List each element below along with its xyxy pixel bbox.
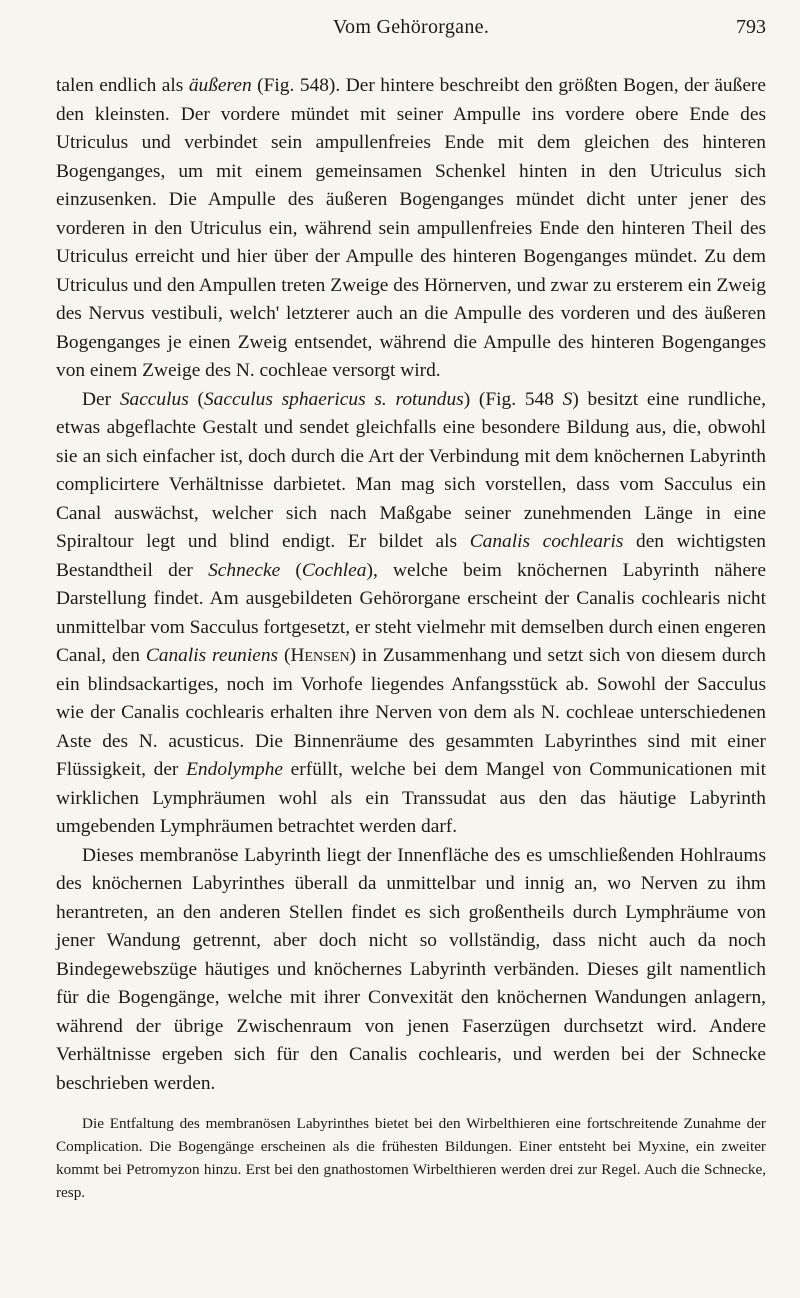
author-name: Hensen [290, 645, 350, 666]
italic-term: Endolymphe [186, 759, 284, 780]
text-run: erfüllt, welche bei dem Mangel von Communicationen mit wirklichen Lymphräumen wohl als ein Transsudat aus den das häutige Labyrinth umgebenden Lymphräumen betrachtet werden darf. [56, 759, 767, 837]
paragraph-3 [56, 842, 766, 1099]
running-head [56, 0, 766, 46]
text-run: ( [278, 645, 291, 666]
text-run: ( [280, 559, 302, 581]
text-run: ), welche beim knöchernen Labyrinth nähere Darstellung findet. Am ausgebildeten Gehörorgane erscheint der Canalis cochlearis nicht unmittelbar vom Sacculus fortgesetzt, er steht vielmehr mit demselben durch einen engeren Canal, den [56, 559, 766, 666]
italic-term: Canalis cochlearis [469, 531, 624, 552]
italic-term: Cochlea [301, 559, 367, 581]
text-run: ) (Fig. 548 [463, 388, 563, 410]
text-run: (Fig. 548). Der hintere beschreibt den größten Bogen, der äußere den kleinsten. Der vordere mündet mit seiner Ampulle ins vordere obere Ende des Utriculus und verbindet sein ampullenfreies Ende mit dem gleichen des hinteren Bogenganges, um mit einem gemeinsamen Schenkel hinten in den Utriculus sich einzusenken. Die Ampulle des äußeren Bogenganges mündet dicht unter jener des vorderen in den Utriculus ein, während sein ampullenfreies Ende den hinteren Theil des Utriculus erreicht und hier über der Ampulle des hinteren Bogenganges mündet. Zu dem Utriculus und den Ampullen treten Zweige des Hörnerven, und zwar zu ersterem ein Zweig des Nervus vestibuli, welch' letzterer auch an die Ampulle des vorderen und des äußeren Bogenganges je einen Zweig entsendet, während die Ampulle des hinteren Bogenganges von einem Zweige des N. cochleae versorgt wird. [56, 75, 766, 381]
italic-term: äußeren [188, 75, 252, 96]
paragraph-2 [56, 386, 766, 842]
running-title: Vom Gehörorgane. [332, 16, 490, 38]
text-run: ) besitzt eine rundliche, etwas abgeflachte Gestalt und sendet gleichfalls eine besondere Bildung aus, die, obwohl sie an sich einfacher ist, doch durch die Art der Verbindung mit dem knöchernen Labyrinth complicirtere Verhältnisse darbietet. Man mag sich vorstellen, dass vom Sacculus ein Canal auswächst, welcher sich nach Maßgabe seiner zunehmenden Länge in eine Spiraltour legt und blind endigt. Er bildet als [56, 388, 767, 552]
footnote: Die Entfaltung des membranösen Labyrinthes bietet bei den Wirbelthieren eine fortschreitende Zunahme der Complication. Die Bogengänge erscheinen als die frühesten Bildungen. Einer entsteht bei Myxine, ein zweiter kommt bei Petromyzon hinzu. Erst bei den gnathostomen Wirbelthieren werden drei zur Regel. Auch die Schnecke, resp. [56, 1115, 766, 1201]
italic-term: Sacculus [119, 388, 189, 410]
text-run: talen endlich als [56, 75, 189, 96]
text-run: ) in Zusammenhang und setzt sich von diesem durch ein blindsackartiges, noch im Vorhofe liegendes Anfangsstück ab. Sowohl der Sacculus wie der Canalis cochlearis erhalten ihre Nerven von dem als N. cochleae unterschiedenen Aste des N. acusticus. Die Binnenräume des gesammten Labyrinthes sind mit einer Flüssigkeit, der [56, 645, 766, 780]
body-text [56, 72, 766, 1098]
text-run: Dieses membranöse Labyrinth liegt der Innenfläche des es umschließenden Hohlraums des knöchernen Labyrinthes überall da unmittelbar und innig an, wo Nerven zu ihm herantreten, an den anderen Stellen findet es sich großentheils durch Lymphräume von jener Wandung getrennt, aber doch nicht so vollständig, dass nicht auch da noch Bindegewebszüge häutiges und knöchernes Labyrinth verbänden. Dieses gilt namentlich für die Bogengänge, welche mit ihrer Convexität den knöchernen Wandungen anlagern, während der übrige Zwischenraum von jenen Faserzügen durchsetzt wird. Andere Verhältnisse ergeben sich für den Canalis cochlearis, und werden bei der Schnecke beschrieben werden. [56, 844, 766, 1094]
paragraph-1 [56, 72, 766, 386]
italic-term: S [562, 388, 573, 410]
italic-term: Sacculus sphaericus s. rotundus [203, 388, 464, 410]
text-run: den wichtigsten Bestandtheil der [56, 531, 766, 581]
italic-term: Schnecke [208, 559, 281, 581]
page-number: 793 [736, 16, 766, 38]
italic-term: Canalis reuniens [145, 645, 279, 666]
text-run: ( [188, 388, 204, 410]
text-run: Der [82, 388, 120, 410]
